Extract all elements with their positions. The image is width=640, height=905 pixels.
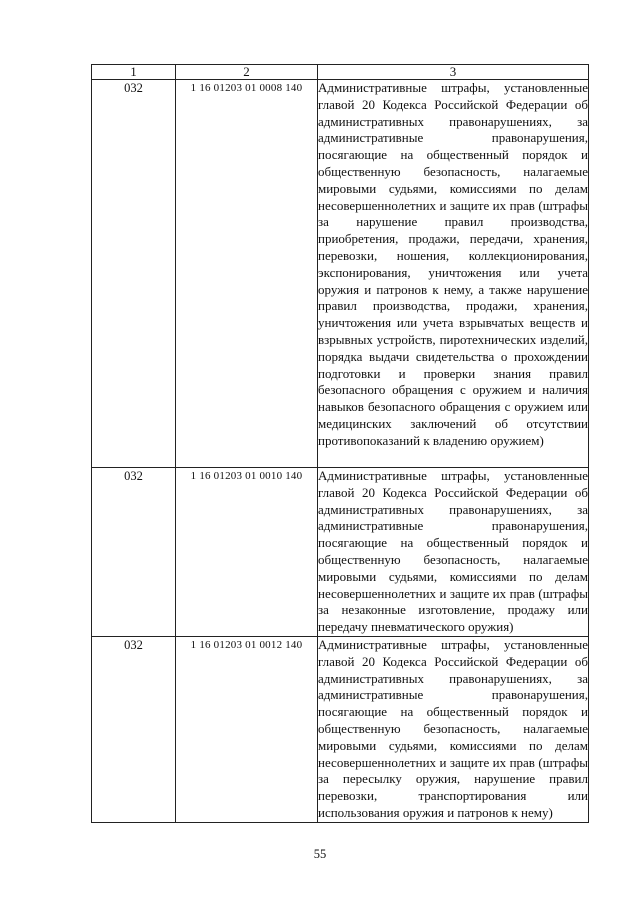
table-row bbox=[92, 636, 589, 822]
table-row bbox=[92, 468, 589, 637]
column-header-2: 2 bbox=[176, 65, 318, 80]
budget-code-cell: 1 16 01203 01 0012 140 bbox=[176, 636, 318, 822]
admin-code-cell: 032 bbox=[92, 80, 176, 468]
description-cell: Административные штрафы, установленные главой 20 Кодекса Российской Федерации об административных правонарушениях, за административные правонарушения, посягающие на общественный порядок и общественную безопасность, налагаемые мировыми судьями, комиссиями по делам несовершеннолетних и защите их прав (штрафы за незаконные изготовление, продажу или передачу пневматического оружия) bbox=[318, 468, 589, 637]
column-header-1: 1 bbox=[92, 65, 176, 80]
table-row bbox=[92, 80, 589, 468]
budget-code-cell: 1 16 01203 01 0010 140 bbox=[176, 468, 318, 637]
column-header-3: 3 bbox=[318, 65, 589, 80]
budget-codes-table bbox=[91, 64, 589, 823]
budget-code-cell: 1 16 01203 01 0008 140 bbox=[176, 80, 318, 468]
page-number: 55 bbox=[313, 847, 327, 861]
description-cell: Административные штрафы, установленные главой 20 Кодекса Российской Федерации об административных правонарушениях, за административные правонарушения, посягающие на общественный порядок и общественную безопасность, налагаемые мировыми судьями, комиссиями по делам несовершеннолетних и защите их прав (штрафы за пересылку оружия, нарушение правил перевозки, транспортирования или использования оружия и патронов к нему) bbox=[318, 636, 589, 822]
description-cell: Административные штрафы, установленные главой 20 Кодекса Российской Федерации об административных правонарушениях, за административные правонарушения, посягающие на общественный порядок и общественную безопасность, налагаемые мировыми судьями, комиссиями по делам несовершеннолетних и защите их прав (штрафы за нарушение правил производства, приобретения, продажи, передачи, хранения, перевозки, ношения, коллекционирования, экспонирования, уничтожения или учета оружия и патронов к нему, а также нарушение правил производства, продажи, хранения, уничтожения или учета взрывчатых веществ и взрывных устройств, пиротехнических изделий, порядка выдачи свидетельства о прохождении подготовки и проверки знания правил безопасного обращения с оружием и наличия навыков безопасного обращения с оружием или медицинских заключений об отсутствии противопоказаний к владению оружием) bbox=[318, 80, 589, 468]
table-header-row bbox=[92, 65, 589, 80]
admin-code-cell: 032 bbox=[92, 468, 176, 637]
admin-code-cell: 032 bbox=[92, 636, 176, 822]
